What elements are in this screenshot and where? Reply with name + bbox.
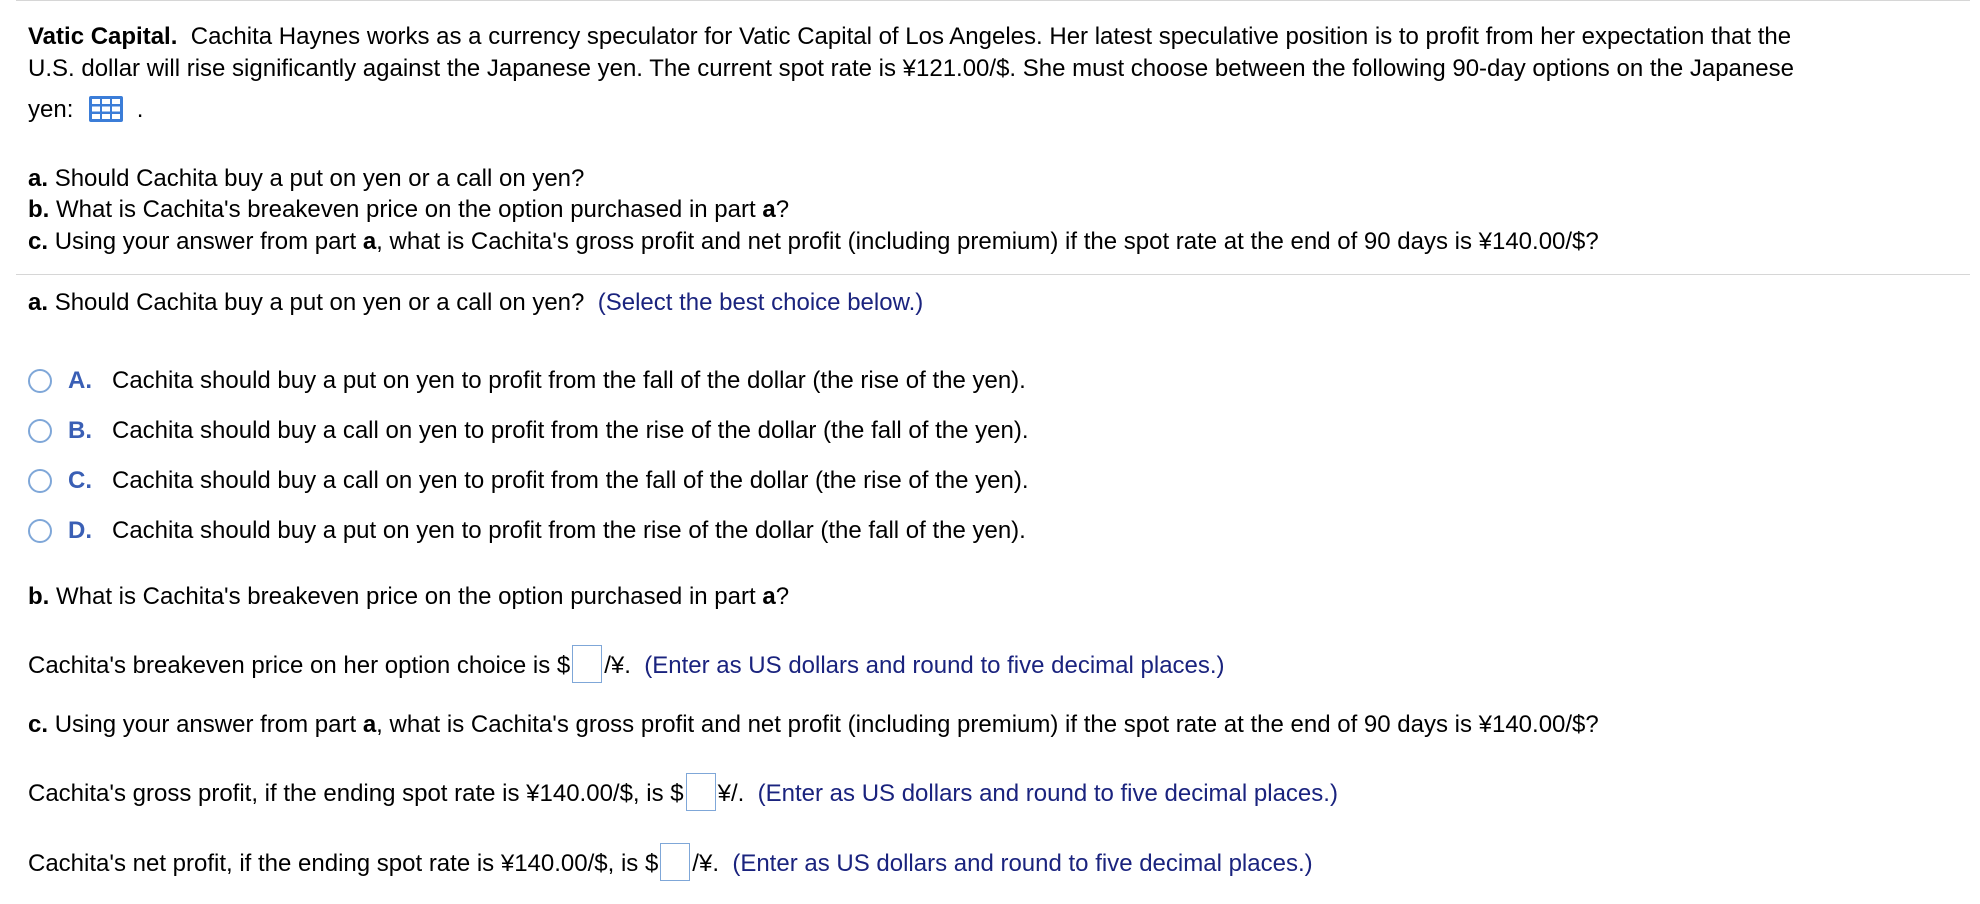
part-c-gross-line: Cachita's gross profit, if the ending spot rate is ¥140.00/$, is $ ¥/. (Enter as US dollars and round to five decimal places.) [28, 773, 1338, 811]
question-a: a. Should Cachita buy a put on yen or a call on yen? [28, 165, 585, 192]
part-b-prompt: b. What is Cachita's breakeven price on the option purchased in part a? [28, 583, 790, 610]
gross-profit-input[interactable] [686, 773, 716, 811]
grid-table-icon[interactable] [88, 95, 124, 123]
part-a-instruction: (Select the best choice below.) [597, 289, 924, 316]
top-rule [16, 0, 1970, 1]
intro-line-3 [28, 94, 143, 126]
net-profit-input[interactable] [660, 843, 690, 881]
option-c[interactable]: C. Cachita should buy a call on yen to profit from the fall of the dollar (the rise of the yen). [28, 465, 1029, 497]
part-b-instruction: (Enter as US dollars and round to five decimal places.) [644, 652, 1225, 679]
intro-line-1 [28, 21, 1791, 53]
option-d-radio[interactable] [28, 519, 52, 543]
option-a-radio[interactable] [28, 369, 52, 393]
option-b[interactable]: B. Cachita should buy a call on yen to profit from the rise of the dollar (the fall of the yen). [28, 415, 1029, 447]
option-d[interactable]: D. Cachita should buy a put on yen to profit from the rise of the dollar (the fall of the yen). [28, 515, 1026, 547]
part-b-answer-line: Cachita's breakeven price on her option choice is $ /¥. (Enter as US dollars and round to five decimal places.) [28, 645, 1225, 683]
intro-line-2: U.S. dollar will rise significantly against the Japanese yen. The current spot rate is ¥121.00/$. She must choose between the following 90-day options on the Japanese [28, 55, 1794, 82]
problem-title: Vatic Capital. [28, 23, 178, 50]
section-divider [16, 274, 1970, 275]
net-instruction: (Enter as US dollars and round to five decimal places.) [732, 850, 1313, 877]
part-c-prompt: c. Using your answer from part a, what is Cachita's gross profit and net profit (including premium) if the spot rate at the end of 90 days is ¥140.00/$? [28, 711, 1599, 738]
intro-text-3: yen: [28, 96, 74, 123]
breakeven-input[interactable] [572, 645, 602, 683]
option-c-radio[interactable] [28, 469, 52, 493]
intro-text-1: Cachita Haynes works as a currency speculator for Vatic Capital of Los Angeles. Her latest speculative position is to profit from her expectation that the [190, 23, 1792, 50]
intro-period: . [136, 96, 144, 123]
option-b-radio[interactable] [28, 419, 52, 443]
part-a-prompt: a. Should Cachita buy a put on yen or a call on yen? (Select the best choice below.) [28, 289, 924, 316]
gross-instruction: (Enter as US dollars and round to five decimal places.) [757, 780, 1338, 807]
question-c: c. Using your answer from part a, what is Cachita's gross profit and net profit (including premium) if the spot rate at the end of 90 days is ¥140.00/$? [28, 228, 1599, 255]
question-b: b. What is Cachita's breakeven price on the option purchased in part a? [28, 196, 790, 223]
option-a[interactable]: A. Cachita should buy a put on yen to profit from the fall of the dollar (the rise of the yen). [28, 365, 1026, 397]
part-c-net-line: Cachita's net profit, if the ending spot rate is ¥140.00/$, is $ /¥. (Enter as US dollars and round to five decimal places.) [28, 843, 1313, 881]
